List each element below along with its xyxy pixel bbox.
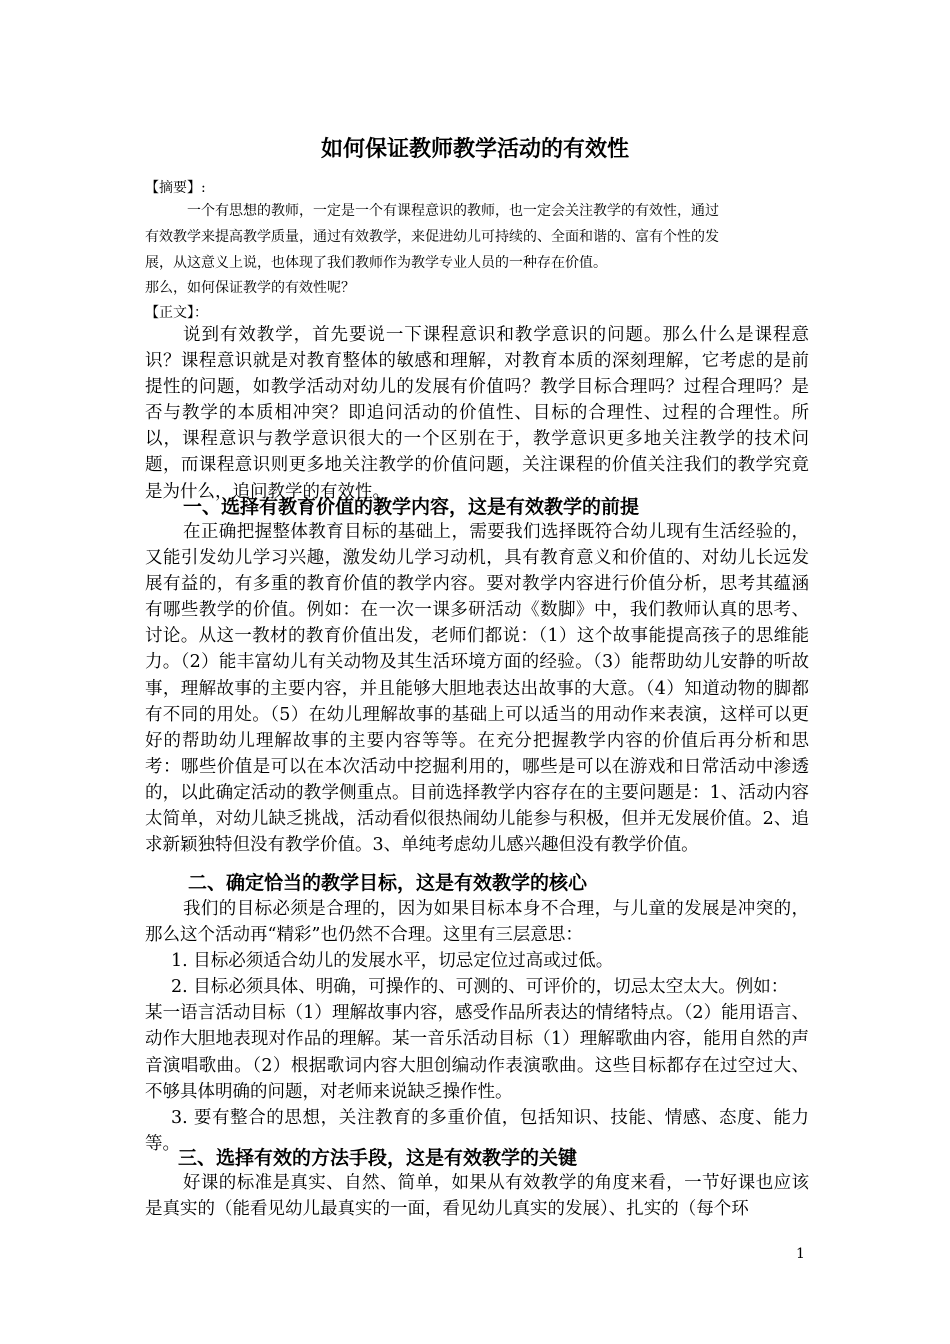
section2-body bbox=[145, 896, 809, 1157]
page-number: 1 bbox=[796, 1246, 805, 1262]
section3-heading: 三、选择有效的方法手段，这是有效教学的关键 bbox=[178, 1147, 578, 1169]
section2-heading: 二、确定恰当的教学目标，这是有效教学的核心 bbox=[188, 872, 588, 894]
intro-paragraph: 说到有效教学，首先要说一下课程意识和教学意识的问题。那么什么是课程意识？课程意识就是对教育整体的敏感和理解，对教育本质的深刻理解，它考虑的是前提性的问题，如教学活动对幼儿的发展有价值吗？教学目标合理吗？过程合理吗？是否与教学的本质相冲突？即追问活动的价值性、目标的合理性、过程的合理性。所以，课程意识与教学意识很大的一个区别在于，教学意识更多地关注教学的技术问题，而课程意识则更多地关注教学的价值问题，关注课程的价值关注我们的教学究竟是为什么，追问教学的有效性。 bbox=[145, 325, 809, 502]
section1-heading: 一、选择有教育价值的教学内容，这是有效教学的前提 bbox=[183, 496, 640, 518]
section1-body bbox=[145, 519, 809, 858]
abstract-label: 【摘要】: bbox=[145, 180, 206, 196]
section2-item-2-continued: 某一语言活动目标（1）理解故事内容，感受作品所表达的情绪特点。（2）能用语言、动作大胆地表现对作品的理解。某一音乐活动目标（1）理解歌曲内容，能用自然的声音演唱歌曲。（2）根据歌词内容大胆创编动作表演歌曲。这些目标都存在过空过大、不够具体明确的问题，对老师来说缺乏操作性。 bbox=[145, 1003, 809, 1102]
abstract-block bbox=[145, 198, 810, 276]
section2-item-1: 1. 目标必须适合幼儿的发展水平，切忌定位过高或过低。 bbox=[171, 951, 614, 972]
section2-paragraph: 我们的目标必须是合理的，因为如果目标本身不合理，与儿童的发展是冲突的，那么这个活动再“精彩”也仍然不合理。这里有三层意思： bbox=[145, 899, 809, 946]
section1-paragraph: 在正确把握整体教育目标的基础上，需要我们选择既符合幼儿现有生活经验的，又能引发幼儿学习兴趣，激发幼儿学习动机，具有教育意义和价值的、对幼儿长远发展有益的，有多重的教育价值的教学内容。要对教学内容进行价值分析，思考其蕴涵有哪些教学的价值。例如：在一次一课多研活动《数脚》中，我们教师认真的思考、讨论。从这一教材的教育价值出发，老师们都说：（1）这个故事能提高孩子的思维能力。（2）能丰富幼儿有关动物及其生活环境方面的经验。（3）能帮助幼儿安静的听故事，理解故事的主要内容，并且能够大胆地表达出故事的大意。（4）知道动物的脚都有不同的用处。（5）在幼儿理解故事的基础上可以适当的用动作来表演，这样可以更好的帮助幼儿理解故事的主要内容等等。在充分把握教学内容的价值后再分析和思考：哪些价值是可以在本次活动中挖掘利用的，哪些是可以在游戏和日常活动中渗透的，以此确定活动的教学侧重点。目前选择教学内容存在的主要问题是：1、活动内容太简单，对幼儿缺乏挑战，活动看似很热闹幼儿能参与积极，但并无发展价值。2、追求新颖独特但没有教学价值。3、单纯考虑幼儿感兴趣但没有教学价值。 bbox=[145, 522, 809, 856]
section3-paragraph: 好课的标准是真实、自然、简单，如果从有效教学的角度来看，一节好课也应该是真实的（能看见幼儿最真实的一面，看见幼儿真实的发展）、扎实的（每个环 bbox=[145, 1173, 809, 1220]
document-title: 如何保证教师教学活动的有效性 bbox=[320, 136, 629, 162]
section2-item-3: 3. 要有整合的思想，关注教育的多重价值，包括知识、技能、情感、态度、能力等。 bbox=[145, 1107, 809, 1154]
section2-item-2: 2. 目标必须具体、明确，可操作的、可测的、可评价的，切忌太空太大。例如： bbox=[171, 977, 789, 998]
abstract-question: 那么，如何保证教学的有效性呢？ bbox=[145, 280, 355, 296]
abstract-line: 展，从这意义上说，也体现了我们教师作为教学专业人员的一种存在价值。 bbox=[145, 255, 607, 271]
abstract-line: 一个有思想的教师，一定是一个有课程意识的教师，也一定会关注教学的有效性，通过 bbox=[187, 203, 719, 219]
section3-body bbox=[145, 1170, 809, 1222]
abstract-line: 有效教学来提高教学质量，通过有效教学，来促进幼儿可持续的、全面和谐的、富有个性的发 bbox=[145, 229, 719, 245]
intro-section bbox=[145, 322, 809, 505]
body-label: 【正文】： bbox=[145, 305, 208, 321]
